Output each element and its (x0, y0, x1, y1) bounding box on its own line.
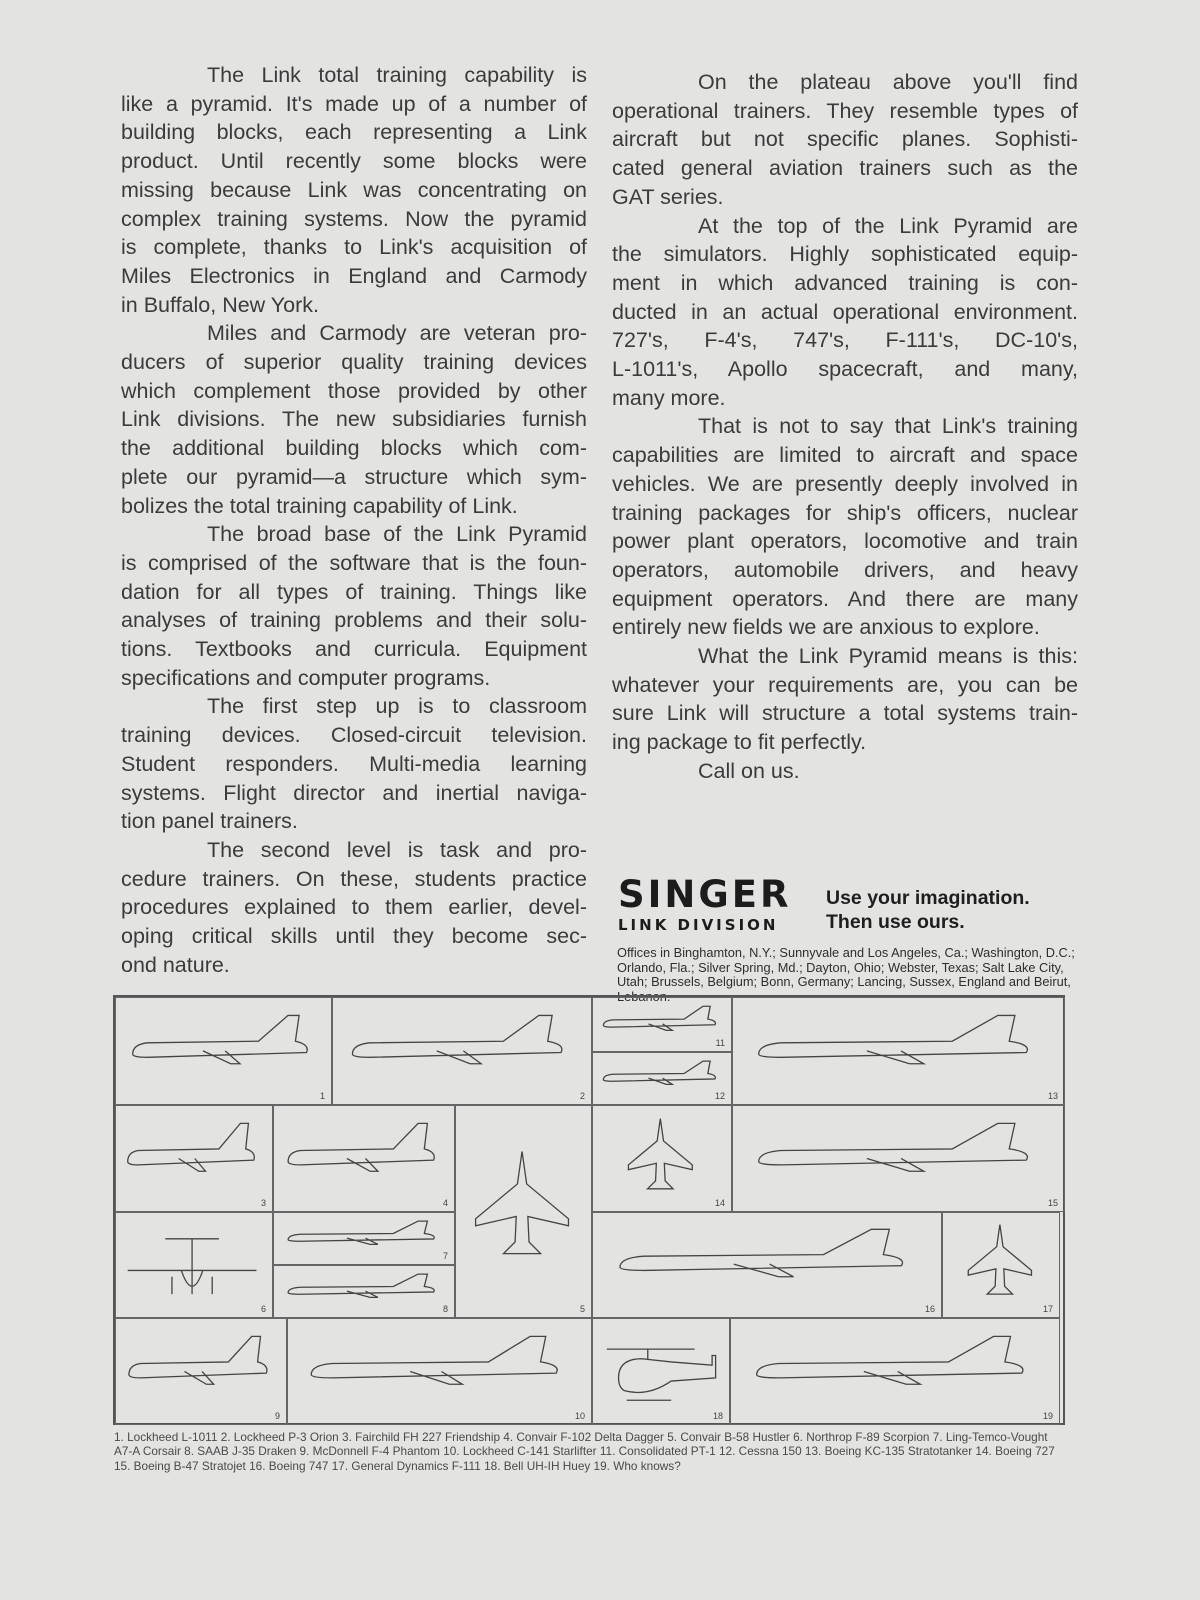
text-line: product. Until recently some blocks were (121, 149, 587, 174)
text-line: procedures explained to them earlier, devel- (121, 895, 587, 920)
aircraft-path (288, 1274, 434, 1297)
text-line: tion panel trainers. (121, 809, 298, 834)
aircraft-path (288, 1123, 434, 1171)
text-line: sure Link will structure a total systems train- (612, 701, 1078, 726)
aircraft-cell-17 (942, 1212, 1060, 1318)
text-line: Student responders. Multi-media learning (121, 751, 587, 776)
text-line: Link divisions. The new subsidiaries furnish (121, 407, 587, 432)
aircraft-number: 15 (1047, 1198, 1058, 1208)
text-line: equipment operators. And there are many (612, 586, 1078, 611)
aircraft-cell-14 (592, 1105, 732, 1212)
text-line: The first step up is to classroom (207, 694, 587, 719)
aircraft-cell-8 (273, 1265, 455, 1318)
aircraft-grid (113, 995, 1065, 1425)
aircraft-number: 1 (319, 1091, 325, 1101)
aircraft-cell-1 (115, 997, 332, 1105)
text-line: entirely new fields we are anxious to explore. (612, 615, 1040, 640)
aircraft-outline-icon (614, 1223, 913, 1302)
aircraft-path (604, 1007, 716, 1031)
aircraft-number: 3 (260, 1198, 266, 1208)
text-line: The Link total training capability is (207, 63, 587, 87)
aircraft-number: 10 (574, 1411, 585, 1421)
brand-name: SINGER (618, 873, 792, 916)
text-line: The second level is task and pro- (207, 837, 587, 862)
slogan (826, 886, 1030, 934)
aircraft-cell-12 (592, 1052, 732, 1105)
text-line: whatever your requirements are, you can be (612, 672, 1078, 697)
text-line: building blocks, each representing a Link (121, 120, 587, 145)
aircraft-outline-icon (306, 1330, 567, 1410)
aircraft-cell-2 (332, 997, 592, 1105)
aircraft-number: 19 (1042, 1411, 1053, 1421)
text-line: power plant operators, locomotive and train (612, 529, 1078, 554)
text-line: The broad base of the Link Pyramid (207, 522, 587, 547)
aircraft-outline-icon (125, 1223, 259, 1302)
aircraft-cell-18 (592, 1318, 730, 1425)
aircraft-outline-icon (950, 1223, 1050, 1302)
aircraft-number: 18 (712, 1411, 723, 1421)
aircraft-number: 7 (442, 1251, 448, 1261)
text-line: cated general aviation trainers such as the (612, 156, 1078, 181)
brand-division: LINK DIVISION (618, 916, 779, 934)
aircraft-cell-9 (115, 1318, 287, 1425)
text-line: Call on us. (698, 758, 800, 783)
aircraft-cell-4 (273, 1105, 455, 1212)
text-line: L-1011's, Apollo spacecraft, and many, (612, 357, 1078, 382)
aircraft-number: 17 (1042, 1304, 1053, 1314)
aircraft-outline-icon (601, 1003, 720, 1043)
aircraft-number: 14 (714, 1198, 725, 1208)
aircraft-path (759, 1123, 1028, 1171)
text-line: training devices. Closed-circuit television. (121, 723, 587, 748)
aircraft-outline-icon (753, 1009, 1038, 1090)
aircraft-path (353, 1015, 562, 1063)
text-line: training packages for ship's officers, nuclear (612, 500, 1078, 525)
aircraft-cell-19 (730, 1318, 1060, 1425)
aircraft-cell-15 (732, 1105, 1065, 1212)
aircraft-path (128, 1123, 255, 1171)
aircraft-number: 2 (579, 1091, 585, 1101)
aircraft-outline-icon (601, 1330, 718, 1410)
text-line: That is not to say that Link's training (698, 414, 1078, 439)
text-line: ment in which advanced training is con- (612, 270, 1078, 295)
aircraft-outline-icon (753, 1117, 1038, 1197)
aircraft-outline-icon (285, 1271, 440, 1310)
aircraft-caption: 1. Lockheed L-1011 2. Lockheed P-3 Orion 3. Fairchild FH 227 Friendship 4. Convair F-102 Delta Dagger 5. Convair B-58 Hustler 6. Northrop F-89 Scorpion 7. Ling-Temco-Vought A7-A Corsair 8. SAAB J-35 Draken 9. McDonnell F-4 Phantom 10. Lockheed C-141 Starlifter 11. Consolidated PT-1 12. Cessna 150 13. Boeing KC-135 Stratotanker 14. Boeing 727 15. Boeing B-47 Stratojet 16. Boeing 747 17. General Dynamics F-111 18. Bell UH-IH Huey 19. Who knows? (114, 1430, 1055, 1473)
aircraft-number: 13 (1047, 1091, 1058, 1101)
text-line: missing because Link was concentrating on (121, 177, 587, 202)
aircraft-cell-3 (115, 1105, 273, 1212)
text-line: analyses of training problems and their solu- (121, 608, 587, 633)
aircraft-outline-icon (285, 1117, 440, 1197)
aircraft-path (629, 1118, 693, 1188)
text-line: aircraft but not specific planes. Sophisti- (612, 127, 1078, 152)
text-line: What the Link Pyramid means is this: (698, 644, 1078, 669)
aircraft-cell-5 (455, 1105, 592, 1318)
aircraft-cell-7 (273, 1212, 455, 1265)
text-line: dation for all types of training. Things like (121, 579, 587, 604)
text-line: On the plateau above you'll find (698, 70, 1078, 94)
text-line: GAT series. (612, 184, 724, 209)
slogan-line-1: Use your imagination. (826, 887, 1030, 909)
aircraft-number: 16 (924, 1304, 935, 1314)
singer-logo (618, 873, 792, 934)
aircraft-number: 12 (714, 1091, 725, 1101)
text-line: plete our pyramid—a structure which sym- (121, 464, 587, 489)
text-line: Miles Electronics in England and Carmody (121, 263, 587, 288)
aircraft-path (756, 1336, 1022, 1384)
text-line: vehicles. We are presently deeply involved in (612, 471, 1078, 496)
slogan-line-2: Then use ours. (826, 911, 965, 933)
aircraft-path (129, 1336, 267, 1384)
aircraft-path (620, 1230, 903, 1277)
text-line: in Buffalo, New York. (121, 292, 320, 317)
text-line: ducted in an actual operational environment. (612, 299, 1078, 324)
aircraft-outline-icon (125, 1117, 259, 1197)
aircraft-cell-11 (592, 997, 732, 1052)
text-line: the additional building blocks which com- (121, 436, 587, 461)
aircraft-path (968, 1225, 1031, 1295)
aircraft-outline-icon (126, 1330, 272, 1410)
text-line: cedure trainers. On these, students practice (121, 866, 587, 891)
aircraft-number: 8 (442, 1304, 448, 1314)
text-line: ing package to fit perfectly. (612, 730, 867, 755)
text-line: which complement those provided by other (121, 378, 587, 403)
aircraft-outline-icon (751, 1330, 1033, 1410)
text-line: specifications and computer programs. (121, 665, 491, 690)
aircraft-outline-icon (601, 1058, 720, 1097)
aircraft-cell-10 (287, 1318, 592, 1425)
aircraft-outline-icon (285, 1218, 440, 1257)
aircraft-number: 6 (260, 1304, 266, 1314)
text-line: many more. (612, 385, 726, 410)
aircraft-path (288, 1221, 434, 1244)
aircraft-path (311, 1336, 557, 1384)
text-line: systems. Flight director and inertial naviga- (121, 780, 587, 805)
text-line: oping critical skills until they become sec- (121, 924, 587, 949)
text-line: the simulators. Highly sophisticated equip- (612, 242, 1078, 267)
text-line: ducers of superior quality training devices (121, 350, 587, 375)
right-text-column (612, 68, 1078, 786)
aircraft-path (133, 1015, 308, 1063)
text-line: operators, automobile drivers, and heavy (612, 557, 1078, 582)
aircraft-number: 4 (442, 1198, 448, 1208)
text-line: bolizes the total training capability of Link. (121, 493, 518, 518)
text-line: At the top of the Link Pyramid are (698, 213, 1078, 238)
aircraft-cell-6 (115, 1212, 273, 1318)
text-line: like a pyramid. It's made up of a number of (121, 91, 587, 116)
aircraft-number: 11 (715, 1038, 725, 1048)
text-line: tions. Textbooks and curricula. Equipment (121, 637, 587, 662)
office-locations: Offices in Binghamton, N.Y.; Sunnyvale and Los Angeles, Ca.; Washington, D.C.; Orlando, Fla.; Silver Spring, Md.; Dayton, Ohio; Webster, Texas; Salt Lake City, Utah; Brussels, Belgium; Bonn, Germany; Lancing, Sussex, England and Beirut, Lebanon. (617, 945, 1075, 1004)
aircraft-cell-13 (732, 997, 1065, 1105)
aircraft-cell-16 (592, 1212, 942, 1318)
aircraft-outline-icon (129, 1009, 314, 1090)
text-line: Miles and Carmody are veteran pro- (207, 321, 587, 346)
left-text-column (121, 61, 587, 980)
aircraft-outline-icon (464, 1127, 580, 1287)
aircraft-path (607, 1349, 716, 1400)
aircraft-outline-icon (348, 1009, 570, 1090)
aircraft-outline-icon (601, 1117, 720, 1197)
text-line: is complete, thanks to Link's acquisition of (121, 235, 587, 260)
text-line: is comprised of the software that is the foun- (121, 550, 587, 575)
aircraft-number: 5 (579, 1304, 585, 1314)
text-line: 727's, F-4's, 747's, F-111's, DC-10's, (612, 328, 1078, 353)
text-line: operational trainers. They resemble types of (612, 98, 1078, 123)
text-line: capabilities are limited to aircraft and space (612, 443, 1078, 468)
aircraft-path (128, 1239, 257, 1294)
text-line: ond nature. (121, 952, 230, 977)
aircraft-number: 9 (274, 1411, 280, 1421)
aircraft-path (604, 1061, 716, 1084)
aircraft-path (759, 1015, 1028, 1063)
text-line: complex training systems. Now the pyramid (121, 206, 587, 231)
aircraft-path (476, 1152, 569, 1254)
